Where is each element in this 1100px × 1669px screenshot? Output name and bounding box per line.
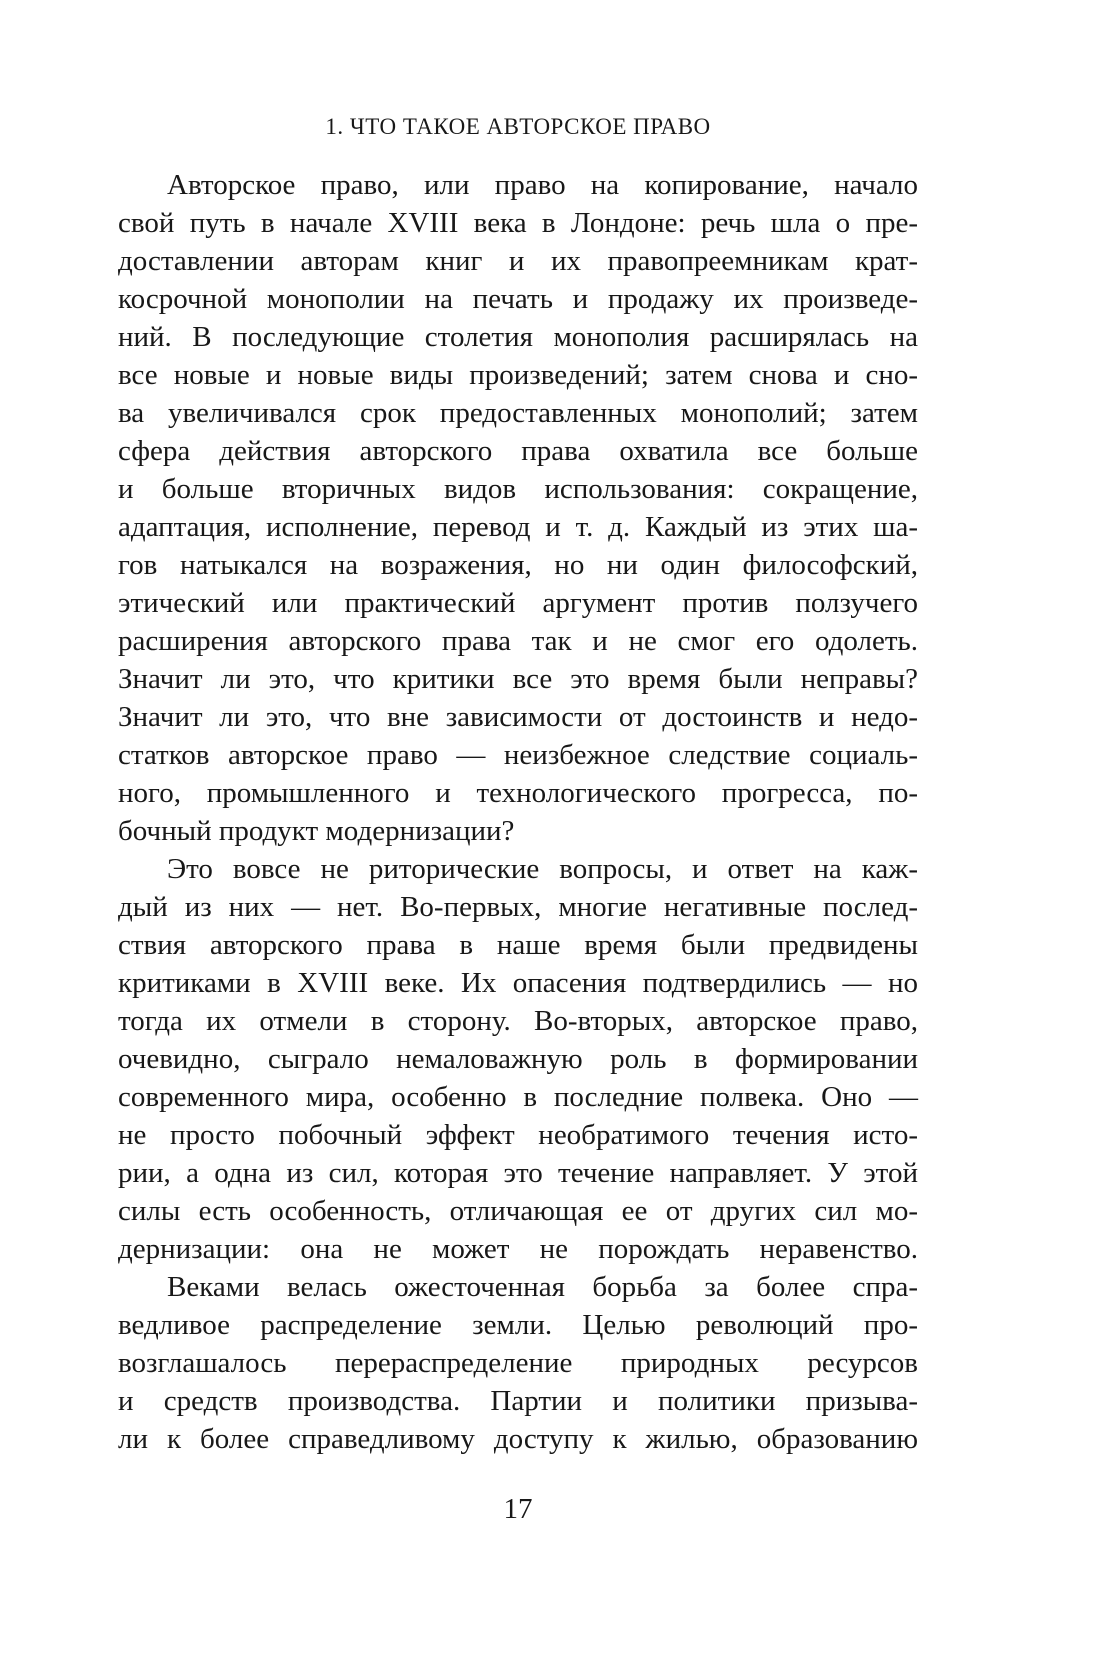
text-line: тогда их отмели в сторону. Во-вторых, авторское право,: [118, 1005, 918, 1037]
text-line: Значит ли это, что вне зависимости от достоинств и недо-: [118, 701, 918, 733]
text-line: Авторское право, или право на копирование, начало: [167, 169, 918, 201]
text-line: ствия авторского права в наше время были предвидены: [118, 929, 918, 961]
text-line: Это вовсе не риторические вопросы, и ответ на каж-: [167, 853, 918, 885]
text-line: ного, промышленного и технологического прогресса, по-: [118, 777, 918, 809]
text-line: и больше вторичных видов использования: сокращение,: [118, 473, 918, 505]
text-line: ведливое распределение земли. Целью революций про-: [118, 1309, 918, 1341]
body-text: [118, 166, 918, 1458]
text-line: косрочной монополии на печать и продажу их произведе-: [118, 283, 918, 315]
text-line: этический или практический аргумент против ползучего: [118, 587, 918, 619]
text-line: Значит ли это, что критики все это время были неправы?: [118, 663, 918, 695]
text-line: Веками велась ожесточенная борьба за более спра-: [167, 1271, 918, 1303]
text-line: ва увеличивался срок предоставленных монополий; затем: [118, 397, 918, 429]
paragraph: [118, 166, 918, 850]
text-line: ли к более справедливому доступу к жилью, образованию: [118, 1423, 918, 1455]
text-line: статков авторское право — неизбежное следствие социаль-: [118, 739, 918, 771]
text-line: бочный продукт модернизации?: [118, 815, 515, 847]
text-line: дый из них — нет. Во-первых, многие негативные послед-: [118, 891, 918, 923]
text-line: возглашалось перераспределение природных ресурсов: [118, 1347, 918, 1379]
text-line: силы есть особенность, отличающая ее от других сил мо-: [118, 1195, 918, 1227]
text-line: сфера действия авторского права охватила все больше: [118, 435, 918, 467]
text-line: современного мира, особенно в последние полвека. Оно —: [118, 1081, 918, 1113]
text-line: очевидно, сыграло немаловажную роль в формировании: [118, 1043, 918, 1075]
text-line: расширения авторского права так и не смог его одолеть.: [118, 625, 918, 657]
text-line: не просто побочный эффект необратимого течения исто-: [118, 1119, 918, 1151]
paragraph: [118, 850, 918, 1268]
text-line: рии, а одна из сил, которая это течение направляет. У этой: [118, 1157, 918, 1189]
text-line: ний. В последующие столетия монополия расширялась на: [118, 321, 918, 353]
text-line: критиками в XVIII веке. Их опасения подтвердились — но: [118, 967, 918, 999]
page-number: 17: [503, 1493, 533, 1525]
text-line: все новые и новые виды произведений; затем снова и сно-: [118, 359, 918, 391]
text-line: дернизации: она не может не порождать неравенство.: [118, 1233, 918, 1265]
paragraph: [118, 1268, 918, 1458]
chapter-header: 1. ЧТО ТАКОЕ АВТОРСКОЕ ПРАВО: [325, 114, 711, 139]
text-line: и средств производства. Партии и политики призыва-: [118, 1385, 918, 1417]
text-line: доставлении авторам книг и их правопреемникам крат-: [118, 245, 918, 277]
text-line: адаптация, исполнение, перевод и т. д. Каждый из этих ша-: [118, 511, 918, 543]
text-line: гов натыкался на возражения, но ни один философский,: [118, 549, 918, 581]
text-line: свой путь в начале XVIII века в Лондоне: речь шла о пре-: [118, 207, 918, 239]
